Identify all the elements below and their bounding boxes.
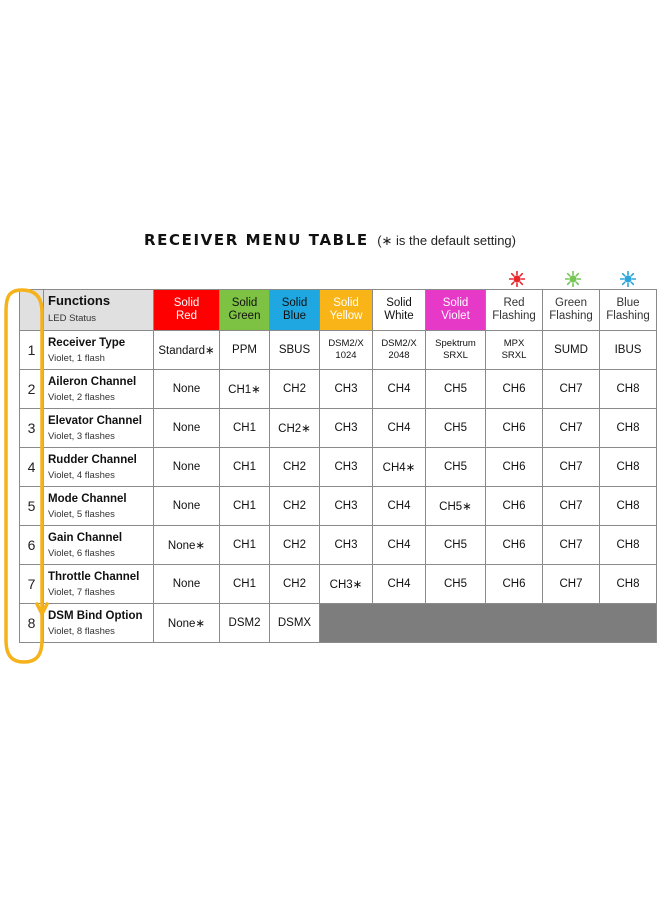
function-name: DSM Bind Option bbox=[48, 610, 143, 622]
option-cell: CH3 bbox=[320, 370, 373, 409]
option-cell: CH6 bbox=[486, 448, 543, 487]
option-cell: None bbox=[154, 370, 220, 409]
column-header: Solid Yellow bbox=[320, 290, 373, 331]
blue-star-icon bbox=[620, 271, 636, 287]
table-row bbox=[20, 526, 657, 565]
option-cell: CH7 bbox=[543, 565, 600, 604]
function-name: Receiver Type bbox=[48, 337, 126, 349]
table-title bbox=[0, 231, 660, 250]
option-cell: CH8 bbox=[600, 565, 657, 604]
function-cell bbox=[44, 526, 154, 565]
title-note: (∗ is the default setting) bbox=[377, 233, 516, 248]
green-star-icon bbox=[565, 271, 581, 287]
option-cell: CH5 bbox=[426, 370, 486, 409]
column-header: Green Flashing bbox=[543, 290, 600, 331]
row-number: 3 bbox=[20, 409, 44, 448]
option-cell: MPX SRXL bbox=[486, 331, 543, 370]
row-number: 6 bbox=[20, 526, 44, 565]
column-header: Solid Blue bbox=[270, 290, 320, 331]
column-header: Solid Violet bbox=[426, 290, 486, 331]
option-cell: CH1 bbox=[220, 526, 270, 565]
option-cell: CH1 bbox=[220, 409, 270, 448]
option-cell: CH2 bbox=[270, 526, 320, 565]
function-cell bbox=[44, 448, 154, 487]
function-name: Elevator Channel bbox=[48, 415, 142, 427]
option-cell: PPM bbox=[220, 331, 270, 370]
option-cell: IBUS bbox=[600, 331, 657, 370]
option-cell: CH2∗ bbox=[270, 409, 320, 448]
function-cell bbox=[44, 565, 154, 604]
led-status: Violet, 6 flashes bbox=[48, 548, 115, 559]
option-cell: CH5∗ bbox=[426, 487, 486, 526]
option-cell: CH6 bbox=[486, 487, 543, 526]
cycle-bracket-icon bbox=[0, 0, 60, 680]
option-cell: CH3 bbox=[320, 448, 373, 487]
function-name: Rudder Channel bbox=[48, 454, 137, 466]
option-cell: CH2 bbox=[270, 448, 320, 487]
option-cell: CH4 bbox=[373, 487, 426, 526]
option-cell: CH1 bbox=[220, 565, 270, 604]
row-number: 7 bbox=[20, 565, 44, 604]
option-cell: None∗ bbox=[154, 604, 220, 643]
table-row bbox=[20, 604, 657, 643]
row-number: 2 bbox=[20, 370, 44, 409]
option-cell: DSMX bbox=[270, 604, 320, 643]
led-status: Violet, 3 flashes bbox=[48, 431, 115, 442]
option-cell: CH6 bbox=[486, 409, 543, 448]
option-cell: None∗ bbox=[154, 526, 220, 565]
option-cell: None bbox=[154, 409, 220, 448]
function-name: Throttle Channel bbox=[48, 571, 140, 583]
option-cell: CH4 bbox=[373, 370, 426, 409]
option-cell: DSM2/X 1024 bbox=[320, 331, 373, 370]
header-row bbox=[20, 290, 657, 331]
option-cell: CH1∗ bbox=[220, 370, 270, 409]
row-number: 1 bbox=[20, 331, 44, 370]
option-cell: CH3∗ bbox=[320, 565, 373, 604]
row-number: 4 bbox=[20, 448, 44, 487]
option-cell: CH7 bbox=[543, 409, 600, 448]
receiver-menu-table bbox=[19, 289, 657, 643]
led-status: Violet, 8 flashes bbox=[48, 626, 115, 637]
option-cell: CH5 bbox=[426, 448, 486, 487]
option-cell: DSM2/X 2048 bbox=[373, 331, 426, 370]
option-cell: Standard∗ bbox=[154, 331, 220, 370]
row-number: 5 bbox=[20, 487, 44, 526]
led-status: Violet, 1 flash bbox=[48, 353, 105, 364]
function-name: Gain Channel bbox=[48, 532, 123, 544]
table-row bbox=[20, 487, 657, 526]
row-number: 8 bbox=[20, 604, 44, 643]
option-cell: CH2 bbox=[270, 370, 320, 409]
led-status-label: LED Status bbox=[48, 313, 97, 324]
table-row bbox=[20, 409, 657, 448]
led-status: Violet, 5 flashes bbox=[48, 509, 115, 520]
function-cell bbox=[44, 370, 154, 409]
option-cell: CH4 bbox=[373, 565, 426, 604]
option-cell: CH4∗ bbox=[373, 448, 426, 487]
function-cell bbox=[44, 331, 154, 370]
option-cell: CH8 bbox=[600, 526, 657, 565]
option-cell: CH5 bbox=[426, 526, 486, 565]
option-cell: CH8 bbox=[600, 487, 657, 526]
function-name: Aileron Channel bbox=[48, 376, 137, 388]
option-cell: CH7 bbox=[543, 370, 600, 409]
function-name: Mode Channel bbox=[48, 493, 127, 505]
option-cell: CH5 bbox=[426, 409, 486, 448]
functions-label: Functions bbox=[48, 293, 111, 308]
option-cell: SBUS bbox=[270, 331, 320, 370]
option-cell: CH5 bbox=[426, 565, 486, 604]
option-cell: CH8 bbox=[600, 448, 657, 487]
function-cell bbox=[44, 487, 154, 526]
option-cell: CH4 bbox=[373, 526, 426, 565]
table-row bbox=[20, 448, 657, 487]
table-row bbox=[20, 565, 657, 604]
option-cell: None bbox=[154, 565, 220, 604]
option-cell: None bbox=[154, 448, 220, 487]
red-star-icon bbox=[509, 271, 525, 287]
option-cell: CH3 bbox=[320, 409, 373, 448]
led-status: Violet, 7 flashes bbox=[48, 587, 115, 598]
option-cell: CH3 bbox=[320, 526, 373, 565]
option-cell: CH7 bbox=[543, 448, 600, 487]
option-cell: SUMD bbox=[543, 331, 600, 370]
table-row bbox=[20, 370, 657, 409]
option-cell: DSM2 bbox=[220, 604, 270, 643]
option-cell: CH1 bbox=[220, 448, 270, 487]
column-header: Solid Red bbox=[154, 290, 220, 331]
header-functions bbox=[44, 290, 154, 331]
table-row bbox=[20, 331, 657, 370]
option-cell: CH2 bbox=[270, 487, 320, 526]
column-header: Solid White bbox=[373, 290, 426, 331]
option-cell: Spektrum SRXL bbox=[426, 331, 486, 370]
option-cell: None bbox=[154, 487, 220, 526]
function-cell bbox=[44, 604, 154, 643]
led-status: Violet, 4 flashes bbox=[48, 470, 115, 481]
option-cell: CH2 bbox=[270, 565, 320, 604]
option-cell: CH8 bbox=[600, 409, 657, 448]
option-cell: CH6 bbox=[486, 370, 543, 409]
led-status: Violet, 2 flashes bbox=[48, 392, 115, 403]
column-header: Blue Flashing bbox=[600, 290, 657, 331]
option-cell: CH6 bbox=[486, 526, 543, 565]
option-cell: CH1 bbox=[220, 487, 270, 526]
title-main: RECEIVER MENU TABLE bbox=[144, 231, 369, 249]
option-cell: CH7 bbox=[543, 526, 600, 565]
option-cell: CH3 bbox=[320, 487, 373, 526]
option-cell: CH8 bbox=[600, 370, 657, 409]
option-cell: CH4 bbox=[373, 409, 426, 448]
column-header: Solid Green bbox=[220, 290, 270, 331]
option-cell: CH6 bbox=[486, 565, 543, 604]
option-cell: CH7 bbox=[543, 487, 600, 526]
function-cell bbox=[44, 409, 154, 448]
column-header: Red Flashing bbox=[486, 290, 543, 331]
disabled-area bbox=[320, 604, 657, 643]
